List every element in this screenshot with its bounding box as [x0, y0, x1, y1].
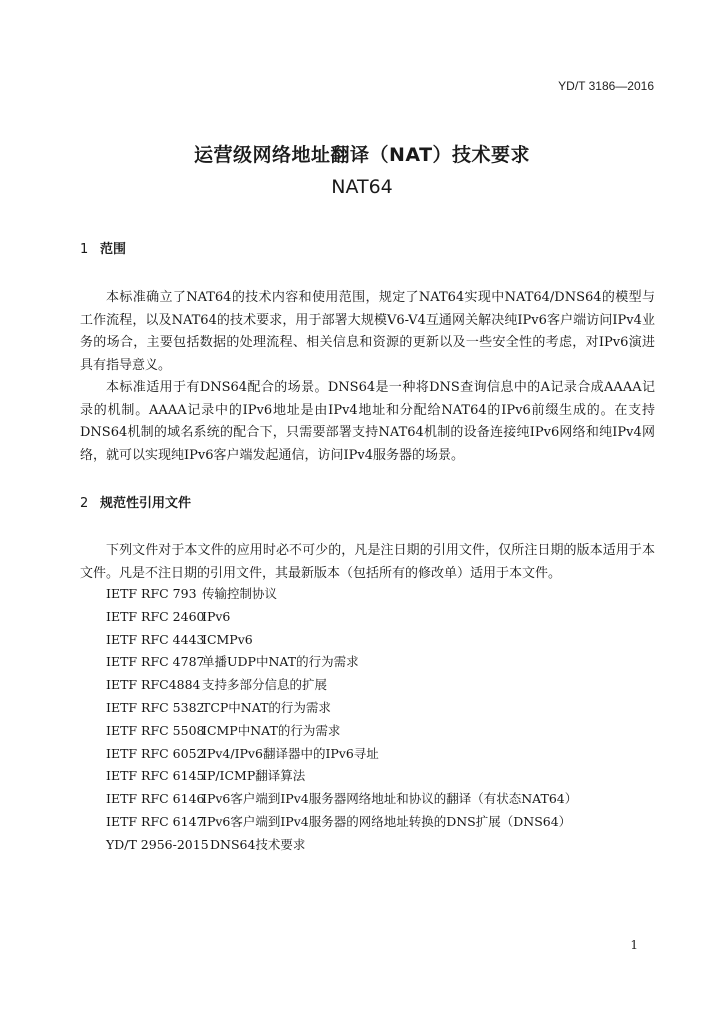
reference-code: IETF RFC 4787 [106, 654, 205, 670]
list-item [106, 788, 577, 811]
reference-title: ICMP中NAT的行为需求 [202, 722, 341, 738]
section-heading-scope [80, 238, 126, 257]
list-item [106, 606, 577, 629]
list-item [106, 765, 577, 788]
list-item [106, 720, 577, 743]
list-item [106, 697, 577, 720]
reference-list [106, 583, 577, 857]
section-title: 规范性引用文件 [100, 496, 192, 511]
reference-code: IETF RFC4884 [106, 677, 201, 693]
section-title: 范围 [100, 242, 127, 257]
list-item [106, 834, 577, 857]
document-code: YD/T 3186—2016 [558, 79, 654, 93]
reference-code: IETF RFC 793 [106, 586, 197, 601]
reference-title: IPv6客户端到IPv4服务器网络地址和协议的翻译（有状态NAT64） [202, 791, 578, 807]
paragraph: 下列文件对于本文件的应用时必不可少的，凡是注日期的引用文件，仅所注日期的版本适用于本文件。凡是不注日期的引用文件，其最新版本（包括所有的修改单）适用于本文件。 [80, 543, 655, 581]
reference-title: IPv4/IPv6翻译器中的IPv6寻址 [202, 745, 379, 761]
section-number: 2 [80, 496, 89, 511]
reference-code: IETF RFC 6145 [106, 768, 205, 784]
reference-code: IETF RFC 5382 [106, 699, 205, 715]
reference-code: IETF RFC 2460 [106, 608, 205, 624]
reference-code: IETF RFC 6146 [106, 791, 205, 807]
reference-title: IPv6 [202, 608, 231, 624]
paragraph: 本标准适用于有DNS64配合的场景。DNS64是一种将DNS查询信息中的A记录合成AAAA记录的机制。AAAA记录中的IPv6地址是由IPv4地址和分配给NAT64的IPv6前缀生成的。在支持DNS64机制的域名系统的配合下，只需要部署支持NAT64机制的设备连接纯IPv6网络和纯IPv4网络，就可以实现纯IPv6客户端发起通信，访问IPv4服务器的场景。 [80, 380, 655, 463]
reference-title: DNS64技术要求 [210, 836, 306, 852]
reference-code: IETF RFC 4443 [106, 631, 205, 647]
page-number: 1 [630, 938, 638, 952]
reference-title: 传输控制协议 [202, 586, 278, 601]
reference-title: IPv6客户端到IPv4服务器的网络地址转换的DNS扩展（DNS64） [202, 813, 572, 829]
list-item [106, 583, 577, 606]
section-number: 1 [80, 242, 89, 257]
list-item [106, 651, 577, 674]
reference-title: 单播UDP中NAT的行为需求 [202, 654, 359, 670]
reference-code: IETF RFC 6052 [106, 745, 205, 761]
reference-title: 支持多部分信息的扩展 [202, 677, 328, 693]
reference-code: IETF RFC 5508 [106, 722, 205, 738]
list-item [106, 743, 577, 766]
document-title: 运营级网络地址翻译（NAT）技术要求 [193, 144, 531, 166]
list-item [106, 674, 577, 697]
paragraph: 本标准确立了NAT64的技术内容和使用范围，规定了NAT64实现中NAT64/DNS64的模型与工作流程，以及NAT64的技术要求，用于部署大规模V6-V4互通网关解决纯IPv6客户端访问IPv4业务的场合，主要包括数据的处理流程、相关信息和资源的更新以及一些安全性的考虑，对IPv6演进具有指导意义。 [80, 290, 655, 373]
document-subtitle: NAT64 [331, 176, 393, 198]
reference-title: TCP中NAT的行为需求 [202, 699, 331, 715]
reference-title: ICMPv6 [202, 631, 253, 647]
list-item [106, 629, 577, 652]
reference-code: YD/T 2956-2015 [106, 836, 209, 852]
section-heading-normative-references [80, 492, 191, 511]
list-item [106, 811, 577, 834]
reference-code: IETF RFC 6147 [106, 813, 205, 829]
reference-title: IP/ICMP翻译算法 [202, 768, 306, 784]
